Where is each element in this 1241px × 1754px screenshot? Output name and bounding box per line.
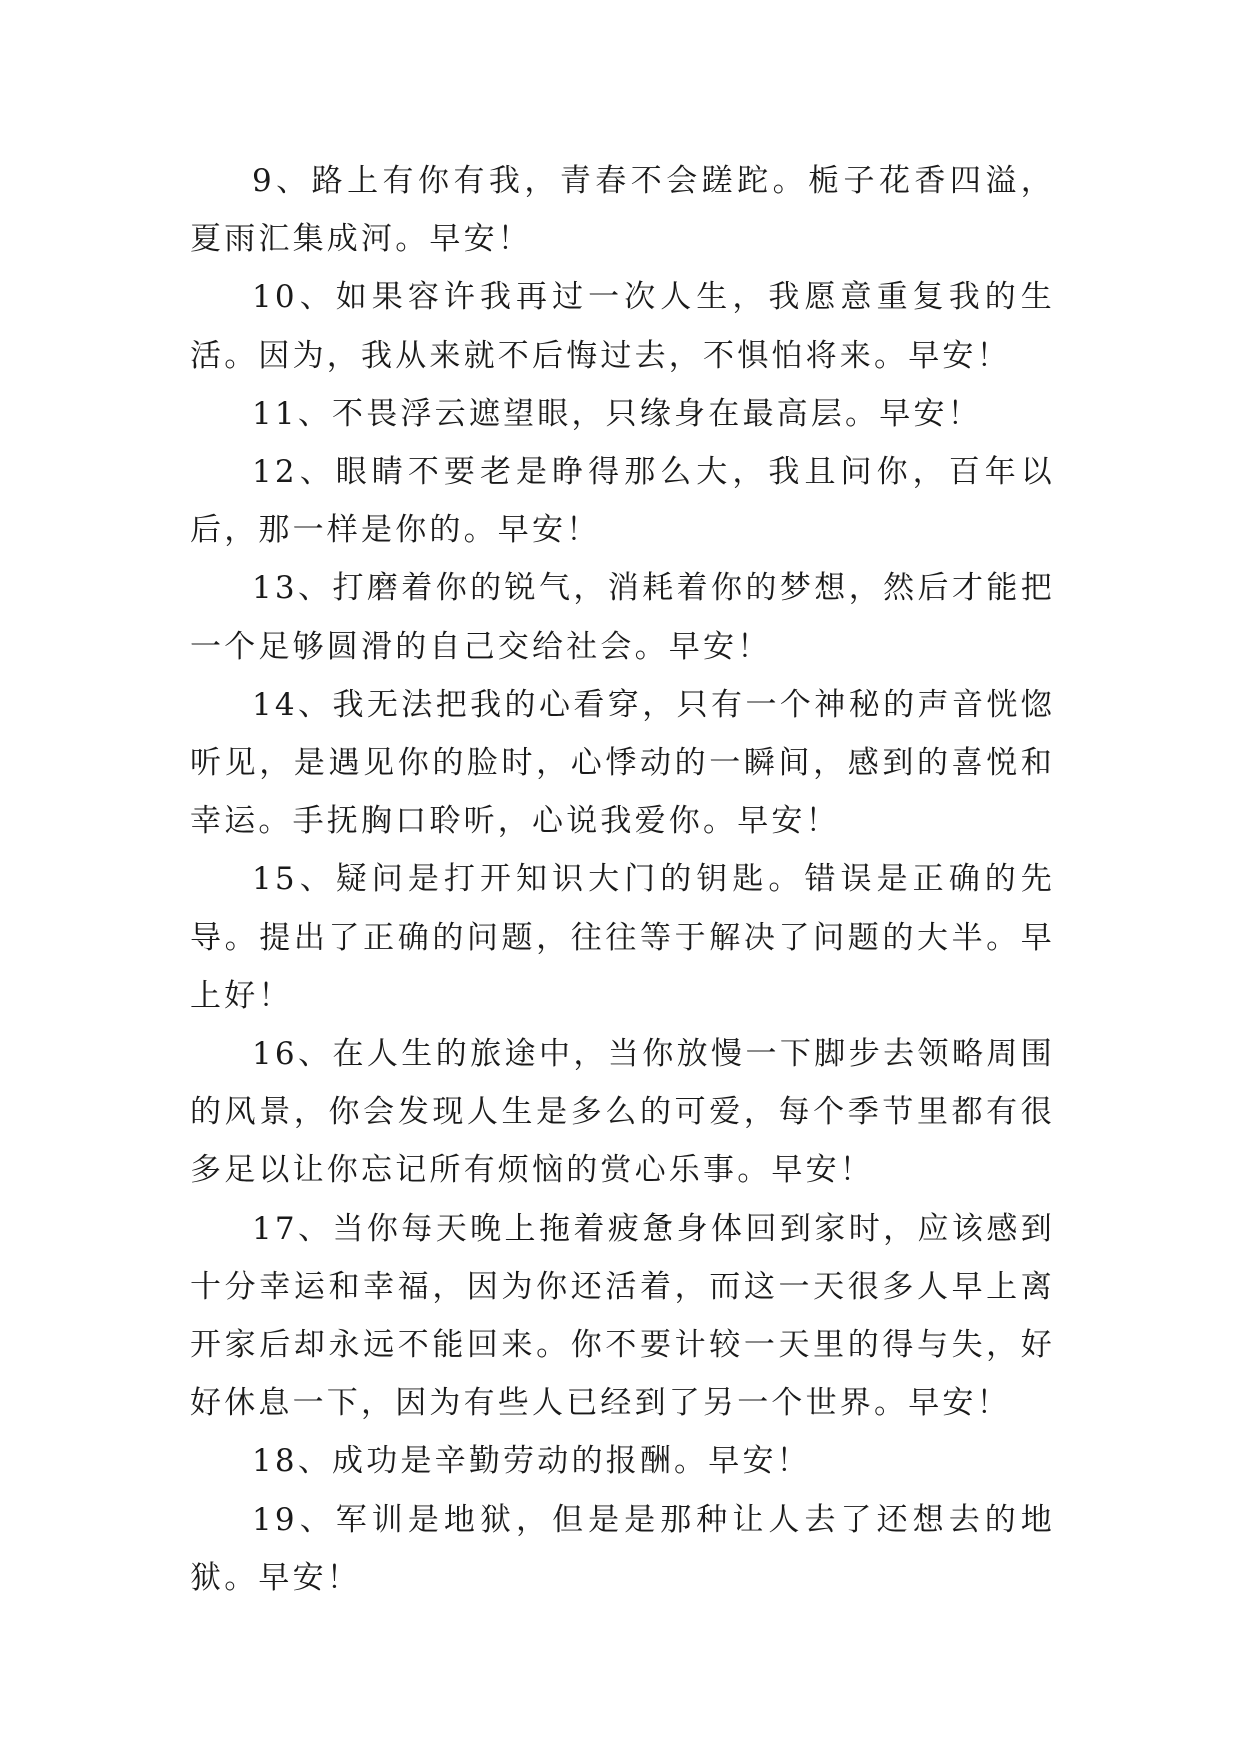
paragraph-15: 15、疑问是打开知识大门的钥匙。错误是正确的先导。提出了正确的问题，往往等于解决了问题的大半。早上好！ [190,861,1055,1014]
paragraph-16: 16、在人生的旅途中，当你放慢一下脚步去领略周围的风景，你会发现人生是多么的可爱，每个季节里都有很多足以让你忘记所有烦恼的赏心乐事。早安！ [190,1036,1055,1189]
paragraph-9: 9、路上有你有我，青春不会蹉跎。栀子花香四溢，夏雨汇集成河。早安！ [190,163,1055,258]
paragraph-11: 11、不畏浮云遮望眼，只缘身在最高层。早安！ [252,395,982,432]
paragraph-18: 18、成功是辛勤劳动的报酬。早安！ [252,1443,811,1480]
paragraph-19: 19、军训是地狱，但是是那种让人去了还想去的地狱。早安！ [190,1501,1055,1596]
paragraph-17: 17、当你每天晚上拖着疲惫身体回到家时，应该感到十分幸运和幸福，因为你还活着，而这一天很多人早上离开家后却永远不能回来。你不要计较一天里的得与失，好好休息一下，因为有些人已经到了另一个世界。早安！ [190,1210,1055,1422]
paragraph-12: 12、眼睛不要老是睁得那么大，我且问你，百年以后，那一样是你的。早安！ [190,454,1055,549]
paragraph-14: 14、我无法把我的心看穿，只有一个神秘的声音恍惚听见，是遇见你的脸时，心悸动的一瞬间，感到的喜悦和幸运。手抚胸口聆听，心说我爱你。早安！ [190,686,1055,840]
paragraph-10: 10、如果容许我再过一次人生，我愿意重复我的生活。因为，我从来就不后悔过去，不惧怕将来。早安！ [190,279,1055,374]
document-body [190,152,1055,1607]
paragraph-13: 13、打磨着你的锐气，消耗着你的梦想，然后才能把一个足够圆滑的自己交给社会。早安！ [190,570,1055,665]
